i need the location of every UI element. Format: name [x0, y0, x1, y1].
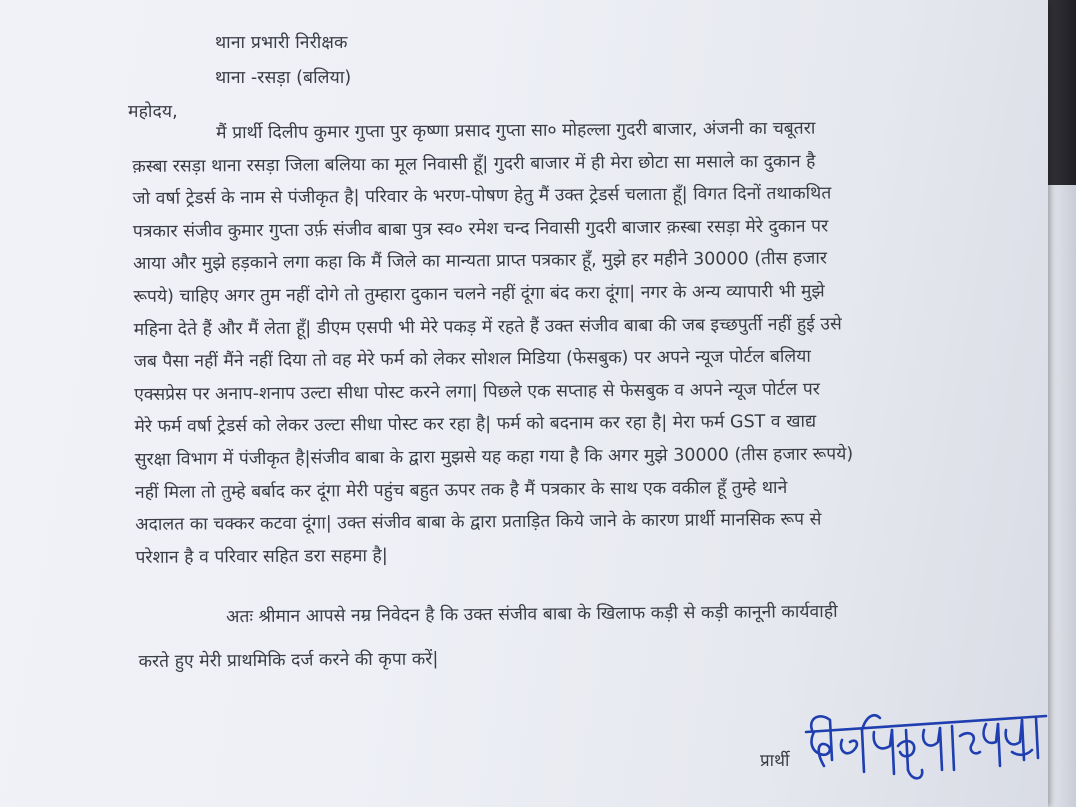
body-line: जो वर्षा ट्रेडर्स के नाम से पंजीकृत है| परिवार के भरण-पोषण हेतु मैं उक्त ट्रेडर्स चलाता हूँ| विगत दिनों तथाकथित	[132, 183, 832, 210]
applicant-label: प्रार्थी	[760, 751, 790, 771]
body-line: सुरक्षा विभाग में पंजीकृत है|संजीव बाबा के द्वारा मुझसे यह कहा गया है कि अगर मुझे 30000 (तीस हजार रूपये)	[134, 444, 854, 470]
underlying-paper-sheet	[1046, 185, 1076, 807]
letter-body	[132, 111, 996, 574]
salutation: महोदय,	[128, 102, 178, 122]
body-line: महिना देते हैं और मैं लेता हूँ| डीएम एसपी भी मेरे पकड़ में रहते हैं उक्त संजीव बाबा की जब इच्छपुर्ती नहीं हुई उसे	[133, 313, 842, 340]
body-line: अदालत का चक्कर कटवा दूंगा| उक्त संजीव बाबा के द्वारा प्रताड़ित किये जाने के कारण प्रार्थी मानसिक रूप से	[135, 509, 822, 536]
body-line: जब पैसा नहीं मैंने नहीं दिया तो वह मेरे फर्म को लेकर सोशल मिडिया (फेसबुक) पर अपने न्यूज पोर्टल बलिया	[133, 346, 812, 373]
closing-line: करते हुए मेरी प्राथमिकि दर्ज करने की कृपा करें|	[138, 649, 439, 672]
addressee-line-2: थाना -रसड़ा (बलिया)	[215, 68, 352, 88]
body-line: क़स्बा रसड़ा थाना रसड़ा जिला बलिया का मूल निवासी हूँ| गुदरी बाजार में ही मेरा छोटा सा मसाले का दुकान है	[132, 151, 816, 177]
body-line: पत्रकार संजीव कुमार गुप्ता उर्फ़ संजीव बाबा पुत्र स्व० रमेश चन्द निवासी गुदरी बाजार क़स्बा रसड़ा मेरे दुकान पर	[132, 216, 829, 242]
body-line: रूपये) चाहिए अगर तुम नहीं दोगे तो तुम्हारा दुकान चलने नहीं दूंगा बंद करा दूंगा| नगर के अन्य व्यापारी भी मुझे	[133, 281, 825, 307]
signature-drawing	[800, 700, 1050, 790]
body-line: परेशान है व परिवार सहित डरा सहमा है|	[135, 545, 388, 568]
addressee-line-1: थाना प्रभारी निरीक्षक	[215, 33, 348, 53]
handwritten-signature	[800, 700, 1050, 790]
closing-line: अतः श्रीमान आपसे नम्र निवेदन है कि उक्त संजीव बाबा के खिलाफ कड़ी से कड़ी कानूनी कार्यवाही	[226, 601, 838, 628]
body-line: नहीं मिला तो तुम्हे बर्बाद कर दूंगा मेरी पहुंच बहुत ऊपर तक है मैं पत्रकार के साथ एक वकील हूँ तुम्हे थाने	[134, 477, 788, 503]
body-line: मेरे फर्म वर्षा ट्रेडर्स को लेकर उल्टा सीधा पोस्ट कर रहा है| फर्म को बदनाम कर रहा है| मेरा फर्म GST व खाद्य	[134, 411, 817, 438]
body-line: एक्सप्रेस पर अनाप-शनाप उल्टा सीधा पोस्ट करने लगा| पिछले एक सप्ताह से फेसबुक व अपने न्यूज पोर्टल पर	[134, 379, 820, 405]
body-line: मैं प्रार्थी दिलीप कुमार गुप्ता पुर कृष्णा प्रसाद गुप्ता सा० मोहल्ला गुदरी बाजार, अंजनी का चबूतरा	[216, 118, 816, 144]
body-line: आया और मुझे हड़काने लगा कहा कि मैं जिले का मान्यता प्राप्त पत्रकार हूँ, मुझे हर महीने 30000 (तीस हजार	[133, 248, 828, 275]
closing-request	[138, 594, 999, 690]
